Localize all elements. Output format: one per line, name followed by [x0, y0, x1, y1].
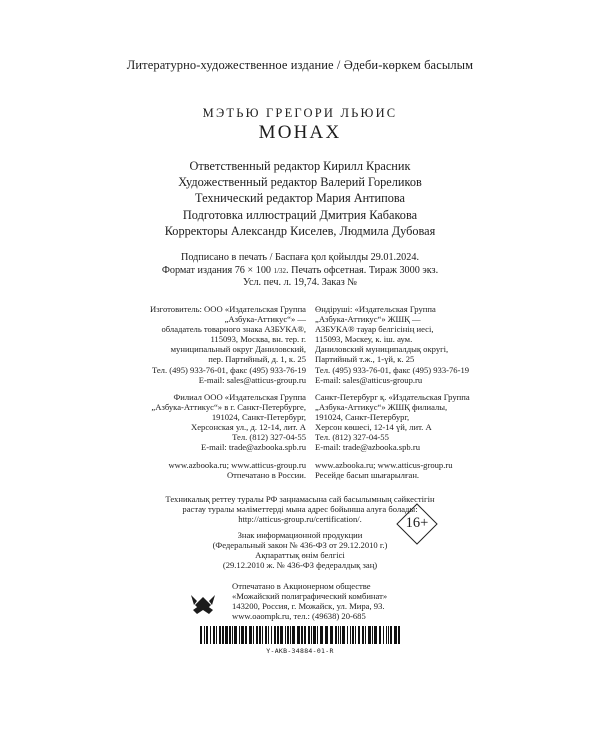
barcode-bar [210, 626, 211, 644]
barcode-bar [222, 626, 224, 644]
printer-line: Отпечатано в Акционерном обществе [232, 581, 371, 591]
info-sign-line: Ақпараттық өнім белгісі [255, 550, 345, 561]
barcode-bar [372, 626, 373, 644]
info-sign-line: (29.12.2010 ж. № 436-ФЗ федералдық заң) [222, 560, 378, 571]
barcode-bar [262, 626, 263, 644]
branch-kz-line: „Азбука-Аттикус“» ЖШҚ филиалы, [315, 402, 448, 413]
tech-regulation [0, 494, 600, 524]
barcode-bar [290, 626, 291, 644]
barcode-bar [352, 626, 354, 644]
manufacturer-ru-line: муниципальный округ Даниловский, [170, 344, 306, 355]
barcode-bar [219, 626, 221, 644]
barcode-bar [347, 626, 348, 644]
manufacturer-kz-line: Даниловский муниципалдық округі, [315, 344, 449, 355]
manufacturer-ru-line: E-mail: sales@atticus-group.ru [198, 374, 306, 385]
branch-kz [315, 392, 515, 453]
printer-line: www.oaompk.ru, тел.: (49638) 20-685 [232, 611, 366, 622]
branch-kz-line: Херсон көшесі, 12-14 үй, лит. А [315, 422, 432, 433]
info-sign-line: (Федеральный закон № 436-ФЗ от 29.12.2010 г.) [212, 540, 388, 551]
barcode-bar [379, 626, 381, 644]
branch-ru-line: 191024, Санкт-Петербург, [211, 412, 306, 423]
barcode-bar [340, 626, 341, 644]
branch-kz-line: E-mail: trade@azbooka.spb.ru [315, 442, 421, 453]
print-info [0, 252, 600, 290]
manufacturer-kz-line: Партийный т.ж., 1-үй, к. 25 [315, 354, 415, 365]
manufacturer-kz-line: 115093, Мәскеу, к. іш. аум. [315, 334, 413, 345]
branch-kz-line: 191024, Санкт-Петербург, [315, 412, 410, 423]
barcode-bar [355, 626, 356, 644]
barcode-bar [274, 626, 276, 644]
barcode-bar [200, 626, 202, 644]
barcode-bar [229, 626, 231, 644]
manufacturer-ru [100, 304, 306, 385]
barcode-bar [313, 626, 316, 644]
barcode-bar [301, 626, 303, 644]
branch-kz-line: Санкт-Петербург қ. «Издательская Группа [315, 392, 470, 402]
barcode-bar [338, 626, 339, 644]
barcode-bar [249, 626, 252, 644]
editor-line: Художественный редактор Валерий Гореликов [178, 175, 422, 190]
printer-logo-icon [188, 588, 218, 618]
barcode-bar [317, 626, 318, 644]
manufacturer-kz [315, 304, 515, 385]
barcode-bar [245, 626, 247, 644]
barcode-bar [320, 626, 323, 644]
barcode-bar [277, 626, 279, 644]
web-kz-line: www.azbooka.ru; www.atticus-group.ru [315, 460, 453, 470]
barcode-bar [398, 626, 400, 644]
barcode-bar [386, 626, 387, 644]
manufacturer-ru-line: обладатель товарного знака АЗБУКА®, [161, 324, 306, 335]
barcode-bar [394, 626, 397, 644]
barcode-bar [383, 626, 384, 644]
manufacturer-ru-line: „Азбука-Аттикус“» — [224, 314, 306, 325]
barcode-bar [374, 626, 377, 644]
manufacturer-kz-line: E-mail: sales@atticus-group.ru [315, 374, 423, 385]
manufacturer-kz-line: Өндіруші: «Издательская Группа [315, 304, 436, 314]
format-text: Формат издания 76 × 100 [161, 264, 274, 276]
barcode-bar [335, 626, 337, 644]
barcode-bar [330, 626, 333, 644]
editor-line: Корректоры Александр Киселев, Людмила Дубовая [164, 223, 436, 238]
barcode-bar [268, 626, 269, 644]
manufacturer-ru-line: пер. Партийный, д. 1, к. 25 [208, 354, 306, 365]
info-sign-line: Знак информационной продукции [237, 530, 363, 540]
barcode-bar [241, 626, 244, 644]
barcode-bar [308, 626, 310, 644]
printer-line: «Можайский полиграфический комбинат» [232, 591, 388, 602]
age-rating: 16+ [405, 515, 429, 531]
barcode-bar [325, 626, 328, 644]
print-signed-line: Подписано в печать / Баспаға қол қойылды 29.01.2024. [180, 252, 420, 263]
barcode-bar [350, 626, 351, 644]
barcode-bar [358, 626, 360, 644]
format-text-after: . Печать офсетная. Тираж 3000 экз. [286, 264, 439, 276]
editor-line: Технический редактор Мария Антипова [195, 191, 405, 206]
web-ru-line: Отпечатано в России. [226, 470, 306, 481]
barcode-bar [287, 626, 289, 644]
barcode [200, 626, 400, 644]
barcode-bar [285, 626, 286, 644]
barcode-bar [297, 626, 300, 644]
web-ru [100, 460, 306, 480]
branch-ru-line: „Азбука-Аттикус“» в г. Санкт-Петербурге, [151, 402, 306, 413]
branch-ru [100, 392, 306, 453]
barcode-bar [271, 626, 272, 644]
barcode-bar [239, 626, 240, 644]
manufacturer-kz-line: „Азбука-Аттикус“» ЖШҚ — [315, 314, 421, 325]
web-ru-line: www.azbooka.ru; www.atticus-group.ru [168, 460, 306, 470]
barcode-bar [311, 626, 312, 644]
editor-line: Подготовка иллюстраций Дмитрия Кабакова [182, 207, 418, 222]
barcode-bar [390, 626, 392, 644]
barcode-bar [259, 626, 261, 644]
barcode-bar [368, 626, 371, 644]
branch-kz-line: Тел. (812) 327-04-55 [315, 432, 389, 443]
manufacturer-ru-line: 115093, Москва, вн. тер. г. [210, 334, 306, 345]
barcode-bar [204, 626, 205, 644]
barcode-bar [388, 626, 389, 644]
print-format-line [0, 265, 600, 278]
barcode-bar [362, 626, 364, 644]
format-fraction: 1/32 [273, 266, 287, 275]
book-title: МОНАХ [258, 122, 342, 143]
web-kz-line: Ресейде басып шығарылған. [315, 470, 420, 481]
edition-type: Литературно-художественное издание / Әдеби-көркем басылым [126, 58, 474, 72]
print-volume-line: Усл. печ. л. 19,74. Заказ № [242, 277, 358, 289]
branch-ru-line: Филиал ООО «Издательская Группа [173, 392, 306, 402]
barcode-bar [232, 626, 233, 644]
branch-ru-line: Херсонская ул., д. 12-14, лит. А [191, 422, 306, 433]
barcode-bar [253, 626, 254, 644]
barcode-bar [256, 626, 258, 644]
barcode-bar [304, 626, 306, 644]
manufacturer-ru-line: Изготовитель: ООО «Издательская Группа [150, 304, 306, 314]
barcode-bar [206, 626, 208, 644]
barcode-bar [216, 626, 217, 644]
printer-line: 143200, Россия, г. Можайск, ул. Мира, 93. [232, 601, 385, 612]
barcode-bar [280, 626, 283, 644]
web-kz [315, 460, 515, 480]
barcode-bar [292, 626, 295, 644]
printer-info [232, 581, 512, 621]
barcode-bar [213, 626, 215, 644]
editor-line: Ответственный редактор Кирилл Красник [189, 159, 411, 173]
author-name: МЭТЬЮ ГРЕГОРИ ЛЬЮИС [202, 106, 398, 120]
editors-list [0, 158, 600, 239]
barcode-bar [365, 626, 366, 644]
info-sign [0, 530, 600, 570]
tech-line: растау туралы мәліметтерді мына адрес бойынша алуға болады: [182, 504, 418, 515]
manufacturer-ru-line: Тел. (495) 933-76-01, факс (495) 933-76-19 [151, 364, 306, 375]
manufacturer-kz-line: АЗБУКА® тауар белгісінің иесі, [315, 324, 434, 335]
barcode-bar [234, 626, 237, 644]
manufacturer-kz-line: Тел. (495) 933-76-01, факс (495) 933-76-19 [315, 364, 470, 375]
tech-line: http://atticus-group.ru/certification/. [238, 514, 362, 525]
barcode-bar [225, 626, 228, 644]
branch-ru-line: Тел. (812) 327-04-55 [232, 432, 306, 443]
barcode-bar [342, 626, 345, 644]
barcode-bar [265, 626, 267, 644]
barcode-number: Y-AKB-34884-01-R [266, 647, 334, 655]
branch-ru-line: E-mail: trade@azbooka.spb.ru [200, 442, 306, 453]
tech-line: Техникалық реттеу туралы РФ заңнамасына сай басылымның сәйкестігін [165, 494, 435, 504]
